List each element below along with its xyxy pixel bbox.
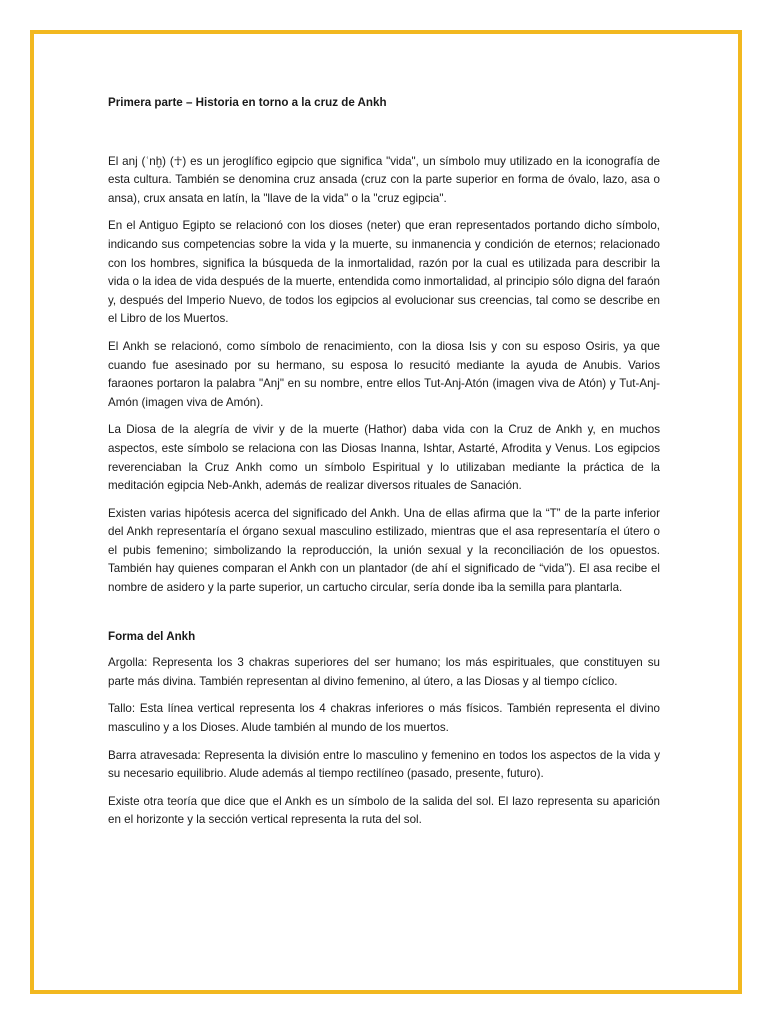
- paragraph-ancient-egypt: En el Antiguo Egipto se relacionó con los dioses (neter) que eran representados portando dicho símbolo, indicando sus competencias sobre la vida y la muerte, su inmanencia y condición de eternos; relacionado con los hombres, significa la búsqueda de la inmortalidad, razón por la cual es utilizada para describir la vida o la idea de vida después de la muerte, entendida como inmortalidad, al principio sólo digna del faraón y, después del Imperio Nuevo, de todos los egipcios al evolucionar sus creencias, tal como se describe en el Libro de los Muertos.: [108, 219, 660, 326]
- paragraph-hypotheses: Existen varias hipótesis acerca del significado del Ankh. Una de ellas afirma que la “T” de la parte inferior del Ankh representaría el órgano sexual masculino estilizado, mientras que el asa representaría el útero o el pubis femenino; simbolizando la reproducción, la unión sexual y la reconciliación de los opuestos. También hay quienes comparan el Ankh con un plantador (de ahí el significado de “vida”). El asa recibe el nombre de asidero y la parte superior, un cartucho circular, sería donde iba la semilla para plantarla.: [108, 506, 660, 595]
- paragraph-anj-definition: El anj (ʿnḫ) (☥) es un jeroglífico egipcio que significa "vida", un símbolo muy utilizado en la iconografía de esta cultura. También se denomina cruz ansada (cruz con la parte superior en forma de óvalo, lazo, asa o ansa), crux ansata en latín, la "llave de la vida" o la "cruz egipcia".: [108, 154, 660, 205]
- paragraph-rebirth-isis-osiris: El Ankh se relacionó, como símbolo de renacimiento, con la diosa Isis y con su esposo Osiris, ya que cuando fue asesinado por su hermano, su esposa lo resucitó mediante la ayuda de Anubis. Varios faraones portaron la palabra "Anj" en su nombre, entre ellos Tut-Anj-Atón (imagen viva de Atón) y Tut-Anj-Amón (imagen viva de Amón).: [108, 339, 660, 409]
- document-body: [108, 94, 660, 839]
- paragraph-barra: Barra atravesada: Representa la división entre lo masculino y femenino en todos los aspectos de la vida y su necesario equilibrio. Alude además al tiempo rectilíneo (pasado, presente, futuro).: [108, 748, 660, 781]
- paragraph-hathor: La Diosa de la alegría de vivir y de la muerte (Hathor) daba vida con la Cruz de Ankh y, en muchos aspectos, este símbolo se relaciona con las Diosas Inanna, Ishtar, Astarté, Afrodita y Venus. Los egipcios reverenciaban la Cruz Ankh como un símbolo Espiritual y lo utilizaban mediante la práctica de la meditación egipcia Neb-Ankh, además de realizar diversos rituales de Sanación.: [108, 423, 660, 493]
- paragraph-argolla: Argolla: Representa los 3 chakras superiores del ser humano; los más espirituales, que constituyen su parte más divina. También representan al divino femenino, al útero, a las Diosas y al tiempo cíclico.: [108, 656, 660, 688]
- paragraph-tallo: Tallo: Esta línea vertical representa los 4 chakras inferiores o más físicos. También representa el divino masculino y a los Dioses. Alude también al mundo de los muertos.: [108, 702, 660, 735]
- section-heading-shape: Forma del Ankh: [108, 629, 196, 643]
- section-heading-history: Primera parte – Historia en torno a la cruz de Ankh: [108, 96, 387, 109]
- paragraph-sunrise-theory: Existe otra teoría que dice que el Ankh es un símbolo de la salida del sol. El lazo representa su aparición en el horizonte y la sección vertical representa la ruta del sol.: [108, 794, 660, 827]
